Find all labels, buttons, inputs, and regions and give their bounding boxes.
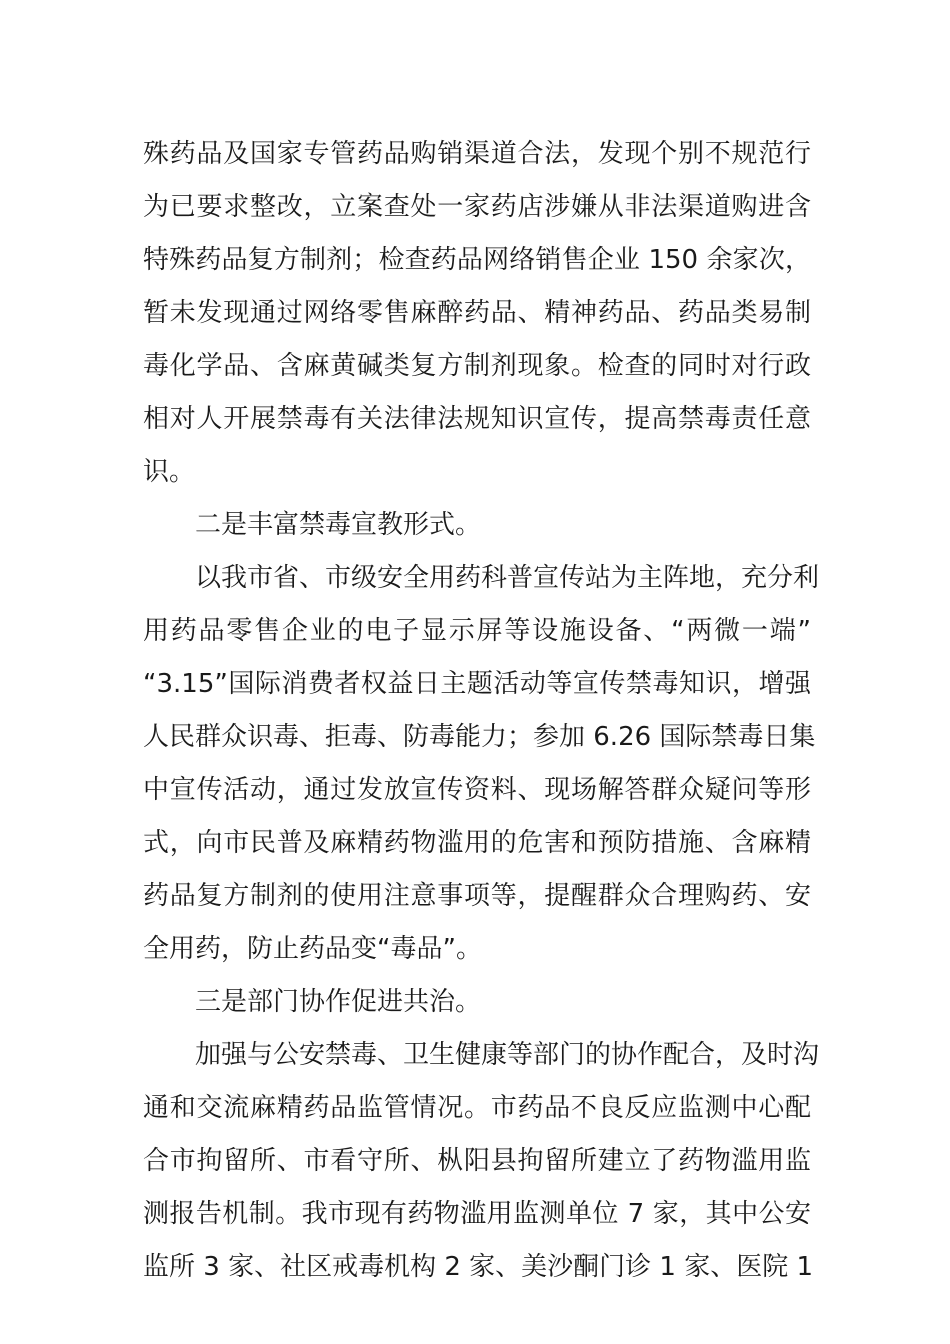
paragraph-3-line: 监所 3 家、社区戒毒机构 2 家、美沙酮门诊 1 家、医院 1 <box>143 1252 814 1282</box>
section-heading-2: 二是丰富禁毒宣教形式。 <box>195 510 482 540</box>
paragraph-3-line: 合市拘留所、市看守所、枞阳县拘留所建立了药物滥用监 <box>143 1146 811 1176</box>
paragraph-2-line: 用药品零售企业的电子显示屏等设施设备、“两微一端” <box>143 616 811 646</box>
paragraph-2-line: 全用药，防止药品变“毒品”。 <box>143 934 482 964</box>
paragraph-2-line: 人民群众识毒、拒毒、防毒能力；参加 6.26 国际禁毒日集 <box>143 722 816 752</box>
paragraph-1-line: 为已要求整改，立案查处一家药店涉嫌从非法渠道购进含 <box>143 192 811 222</box>
paragraph-3-line: 加强与公安禁毒、卫生健康等部门的协作配合，及时沟 <box>195 1040 820 1070</box>
paragraph-3-line: 测报告机制。我市现有药物滥用监测单位 7 家，其中公安 <box>143 1199 811 1229</box>
section-heading-3: 三是部门协作促进共治。 <box>195 987 482 1017</box>
paragraph-2-line: 药品复方制剂的使用注意事项等，提醒群众合理购药、安 <box>143 881 811 911</box>
paragraph-1-line: 特殊药品复方制剂；检查药品网络销售企业 150 余家次， <box>143 245 811 275</box>
paragraph-1-line: 相对人开展禁毒有关法律法规知识宣传，提高禁毒责任意 <box>143 404 811 434</box>
paragraph-2-line: “3.15”国际消费者权益日主题活动等宣传禁毒知识，增强 <box>143 669 811 699</box>
paragraph-1-line: 暂未发现通过网络零售麻醉药品、精神药品、药品类易制 <box>143 298 811 328</box>
paragraph-1-line: 识。 <box>143 457 196 487</box>
paragraph-1-line: 毒化学品、含麻黄碱类复方制剂现象。检查的同时对行政 <box>143 351 811 381</box>
document-body <box>143 128 820 1294</box>
paragraph-3-line: 通和交流麻精药品监管情况。市药品不良反应监测中心配 <box>143 1093 811 1123</box>
paragraph-1-line: 殊药品及国家专管药品购销渠道合法，发现个别不规范行 <box>143 139 811 169</box>
paragraph-2-line: 中宣传活动，通过发放宣传资料、现场解答群众疑问等形 <box>143 775 811 805</box>
paragraph-2-line: 式，向市民普及麻精药物滥用的危害和预防措施、含麻精 <box>143 828 811 858</box>
paragraph-2-line: 以我市省、市级安全用药科普宣传站为主阵地，充分利 <box>195 563 820 593</box>
